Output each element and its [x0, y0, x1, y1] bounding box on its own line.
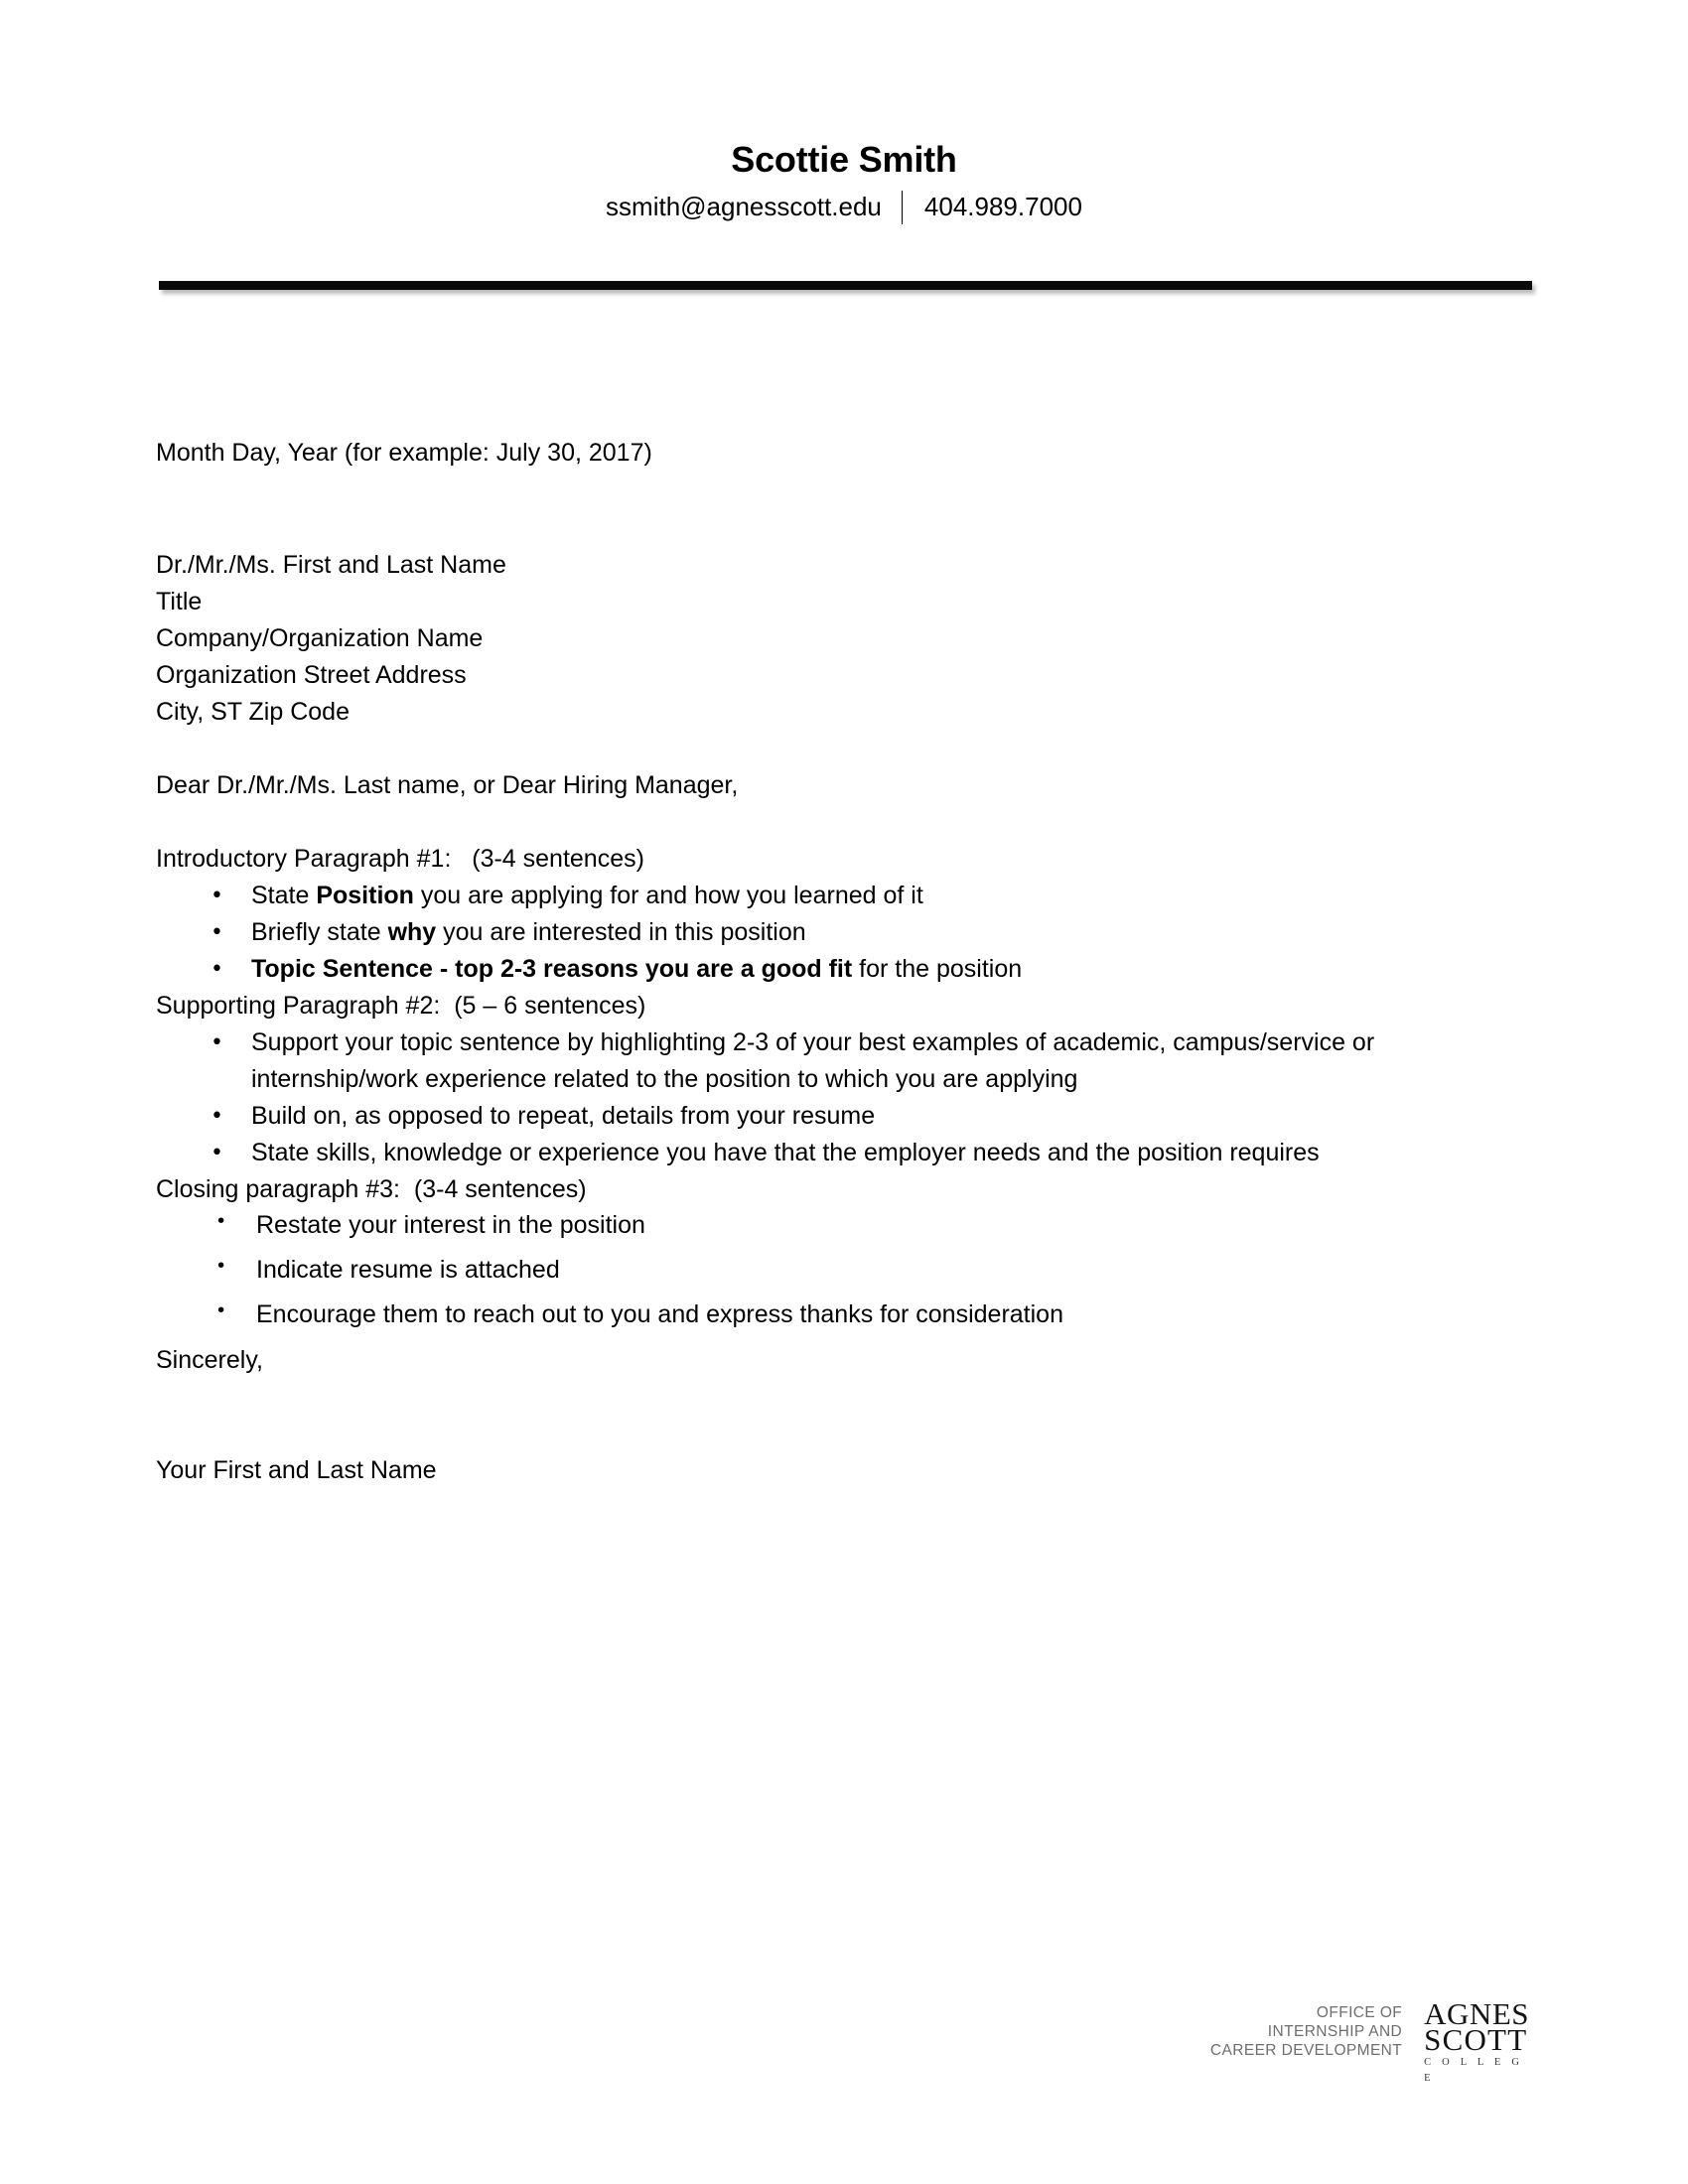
letter-body — [156, 435, 1546, 1489]
bullet-list-closing — [156, 1208, 1546, 1331]
bullet-list-supporting — [156, 1024, 1546, 1171]
spacer-before-section-1 — [156, 804, 1546, 841]
office-name-line: CAREER DEVELOPMENT — [1209, 2042, 1403, 2059]
bullet-text-pre: Indicate resume is attached — [256, 1256, 560, 1284]
recipient-block — [156, 547, 1546, 731]
bullet-text-pre: State skills, knowledge or experience you have that the employer needs and the position requires — [251, 1139, 1320, 1166]
spacer-after-date — [156, 472, 1546, 547]
spacer-before-salutation — [156, 731, 1546, 767]
bullet-text-pre: Restate your interest in the position — [256, 1211, 645, 1239]
section-heading-intro: Introductory Paragraph #1: (3-4 sentences) — [156, 845, 644, 873]
wordmark-scott: SCOTT — [1424, 2022, 1528, 2057]
bullet-list-intro — [156, 878, 1546, 988]
list-item — [156, 914, 1546, 951]
list-item — [156, 1297, 1546, 1331]
contact-line — [156, 190, 1532, 223]
phone-number: 404.989.7000 — [923, 191, 1082, 221]
recipient-line: Company/Organization Name — [156, 624, 484, 652]
recipient-line: Dr./Mr./Ms. First and Last Name — [156, 551, 506, 579]
office-name — [1210, 2001, 1413, 2060]
wordmark-college: C O L L E G E — [1424, 2057, 1524, 2084]
bullet-text-pre: Encourage them to reach out to you and express thanks for consideration — [256, 1300, 1063, 1328]
bullet-text-post: you are applying for and how you learned of it — [413, 882, 923, 909]
bullet-text-bold: Topic Sentence - top 2-3 reasons you are a good fit — [251, 955, 853, 983]
list-item — [156, 1208, 1546, 1242]
bullet-text-pre: State — [251, 882, 317, 909]
recipient-line: Organization Street Address — [156, 661, 467, 689]
bullet-text-post: for the position — [852, 955, 1023, 983]
bullet-text-bold: Position — [316, 882, 414, 909]
letterhead-rule — [159, 281, 1532, 290]
bullet-text-post: you are interested in this position — [436, 918, 806, 946]
office-name-line: INTERNSHIP AND — [1267, 2023, 1403, 2040]
list-item — [156, 1253, 1546, 1287]
email-address: ssmith@agnesscott.edu — [606, 191, 882, 221]
signature-name: Your First and Last Name — [156, 1456, 437, 1484]
bullet-text-pre: Support your topic sentence by highlighting 2-3 of your best examples of academic, campus/service or internship/work experience related to the position to which you are applying — [251, 1028, 1375, 1093]
recipient-line: City, ST Zip Code — [156, 698, 350, 726]
bullet-text-bold: why — [387, 918, 437, 946]
list-item — [156, 951, 1546, 988]
list-item — [156, 1098, 1546, 1135]
recipient-line: Title — [156, 588, 203, 615]
list-item — [156, 1135, 1546, 1171]
applicant-name: Scottie Smith — [731, 139, 957, 180]
list-item — [156, 1024, 1546, 1098]
salutation: Dear Dr./Mr./Ms. Last name, or Dear Hiring Manager, — [156, 771, 739, 799]
wordmark-agnes: AGNES — [1424, 1996, 1529, 2031]
contact-divider — [902, 191, 903, 224]
agnes-scott-wordmark — [1413, 1996, 1529, 2087]
bullet-text-pre: Build on, as opposed to repeat, details from your resume — [251, 1102, 876, 1130]
closing-salutation: Sincerely, — [156, 1346, 263, 1374]
office-name-line: OFFICE OF — [1316, 2004, 1403, 2021]
signature-space — [156, 1379, 1546, 1452]
date-line: Month Day, Year (for example: July 30, 2017) — [156, 439, 652, 467]
bullet-text-pre: Briefly state — [251, 918, 388, 946]
section-heading-closing: Closing paragraph #3: (3-4 sentences) — [156, 1175, 587, 1203]
section-heading-supporting: Supporting Paragraph #2: (5 – 6 sentences) — [156, 992, 646, 1020]
footer-logo — [1209, 1996, 1529, 2087]
letterhead — [156, 139, 1532, 223]
list-item — [156, 878, 1546, 914]
